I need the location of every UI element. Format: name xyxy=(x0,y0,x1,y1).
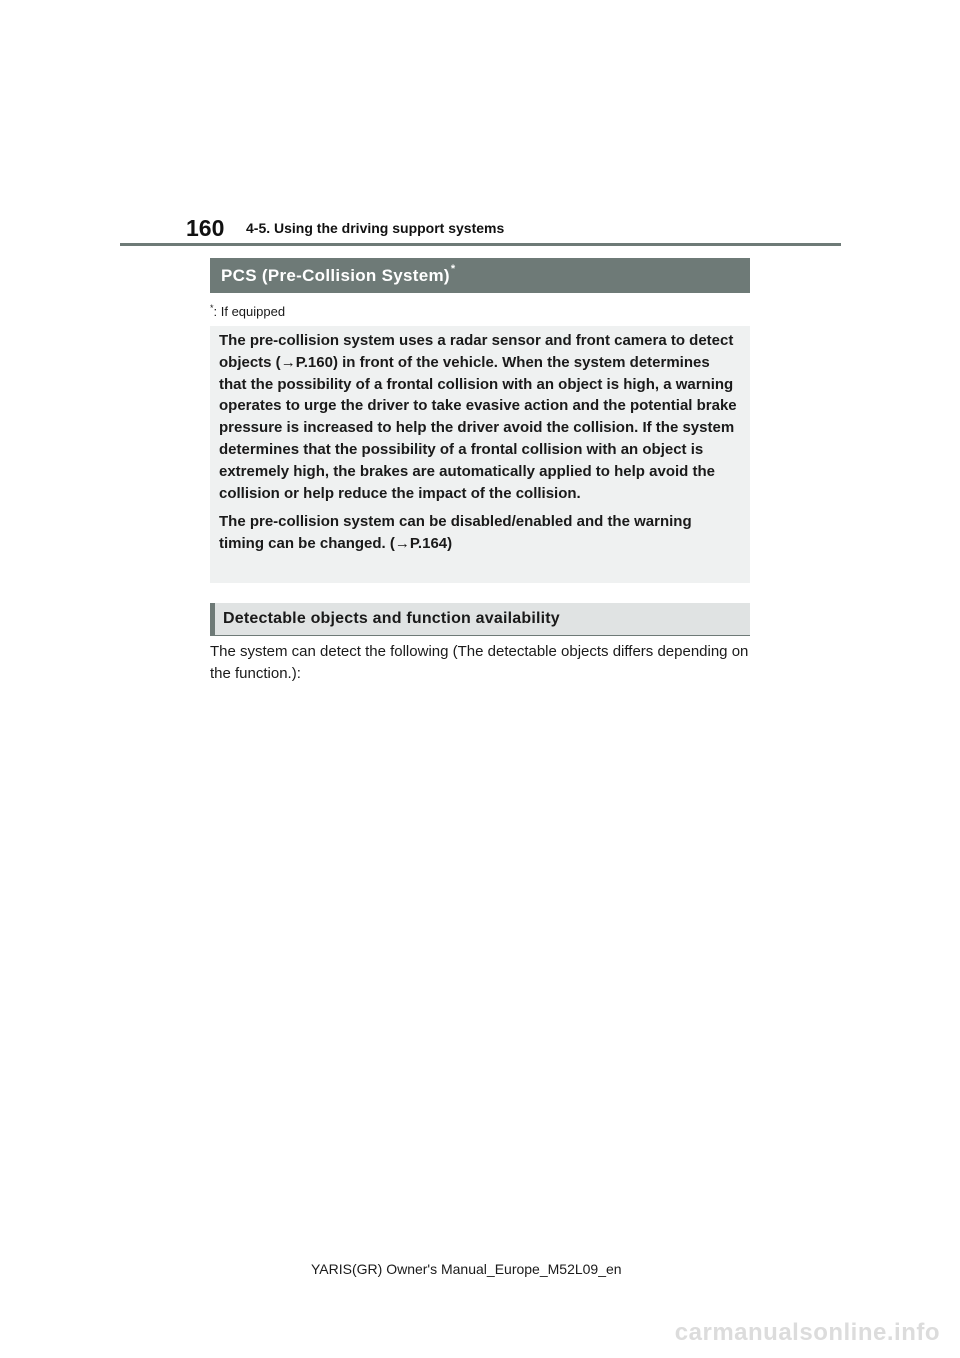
footer-manual-id: YARIS(GR) Owner's Manual_Europe_M52L09_en xyxy=(311,1261,622,1277)
topic-title-marker: * xyxy=(450,262,456,275)
topic-title-bar xyxy=(210,258,750,293)
section-title: 4-5. Using the driving support systems xyxy=(246,220,505,236)
subsection-heading xyxy=(210,603,750,636)
page-reference-link[interactable]: →P.160 xyxy=(280,353,333,371)
summary-2-text-a: The pre-collision system can be disabled/enabled and the warning timing can be changed. ( xyxy=(219,513,692,553)
summary-2-text-b: ) xyxy=(447,535,453,553)
summary-paragraph-2 xyxy=(219,511,738,555)
summary-1-text-b: ) in front of the vehicle. When the system determines that the possibility of a frontal collision with an object is high, a warning operates to urge the driver to take evasive action and the potential brake pressure is increased to help the driver avoid the collision. If the system determines that the possibility of a frontal collision with an object is extremely high, the brakes are automatically applied to help avoid the collision or help reduce the impact of the collision. xyxy=(219,353,737,502)
summary-paragraph-1 xyxy=(219,330,738,504)
header-divider xyxy=(120,243,841,246)
page-reference-link[interactable]: →P.164 xyxy=(394,535,448,553)
equipment-footnote xyxy=(210,303,285,322)
watermark-logo: carmanualsonline.info xyxy=(674,1319,940,1346)
page-number: 160 xyxy=(186,215,225,241)
summary-1-text-a: The pre-collision system uses a radar sensor and front camera to detect objects ( xyxy=(219,332,734,371)
subsection-heading-text: Detectable objects and function availability xyxy=(223,610,560,627)
topic-title: PCS (Pre-Collision System) xyxy=(221,265,450,285)
body-paragraph: The system can detect the following (The detectable objects differs depending on the function.): xyxy=(210,643,749,682)
footnote-marker: * xyxy=(210,303,214,313)
footnote-text: : If equipped xyxy=(213,304,286,319)
summary-box xyxy=(210,326,750,583)
